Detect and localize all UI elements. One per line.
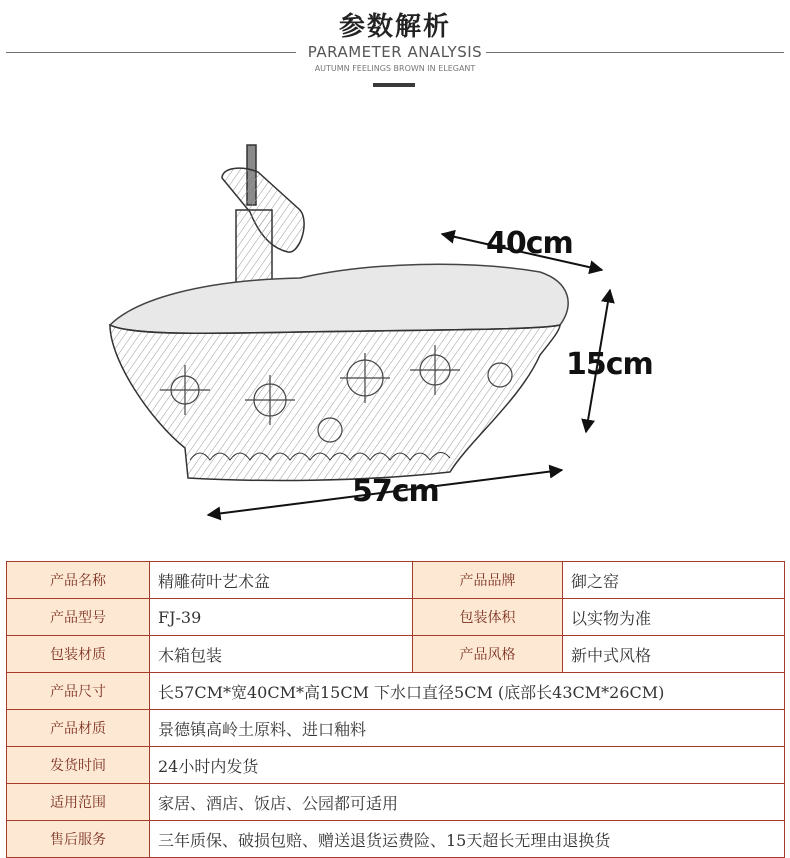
spec-row [7,599,785,636]
spec-value-size: 长57CM*宽40CM*高15CM 下水口直径5CM (底部长43CM*26CM) [150,673,785,710]
spec-row [7,636,785,673]
spec-label-scope: 适用范围 [7,784,150,821]
spec-value-scope: 家居、酒店、饭店、公园都可适用 [150,784,785,821]
spec-label-shipping-time: 发货时间 [7,747,150,784]
section-tagline: AUTUMN FEELINGS BROWN IN ELEGANT [314,64,476,73]
spec-label-style: 产品风格 [413,636,563,673]
spec-value-material: 景德镇高岭土原料、进口釉料 [150,710,785,747]
spec-label-package-volume: 包装体积 [413,599,563,636]
length-dimension-label: 57cm [352,474,439,509]
spec-value-brand: 御之窑 [563,562,785,599]
spec-row [7,562,785,599]
basin-sketch [110,264,568,480]
spec-label-package-material: 包装材质 [7,636,150,673]
faucet-sketch [222,145,304,290]
spec-label-material: 产品材质 [7,710,150,747]
width-dimension-label: 40cm [486,226,573,261]
spec-value-after-sales: 三年质保、破损包赔、赠送退货运费险、15天超长无理由退换货 [150,821,785,858]
spec-row [7,747,785,784]
spec-row [7,784,785,821]
spec-value-product-name: 精雕荷叶艺术盆 [150,562,413,599]
spec-table [6,561,785,858]
section-subtitle: PARAMETER ANALYSIS [307,43,483,61]
spec-value-style: 新中式风格 [563,636,785,673]
spec-row [7,710,785,747]
spec-value-shipping-time: 24小时内发货 [150,747,785,784]
height-dimension-label: 15cm [566,347,653,382]
spec-row [7,673,785,710]
spec-label-product-name: 产品名称 [7,562,150,599]
spec-value-package-volume: 以实物为准 [563,599,785,636]
spec-label-size: 产品尺寸 [7,673,150,710]
spec-value-package-material: 木箱包装 [150,636,413,673]
spec-label-model: 产品型号 [7,599,150,636]
spec-label-brand: 产品品牌 [413,562,563,599]
spec-value-model: FJ-39 [150,599,413,636]
spec-row [7,821,785,858]
section-title: 参数解析 [338,12,451,42]
spec-label-after-sales: 售后服务 [7,821,150,858]
